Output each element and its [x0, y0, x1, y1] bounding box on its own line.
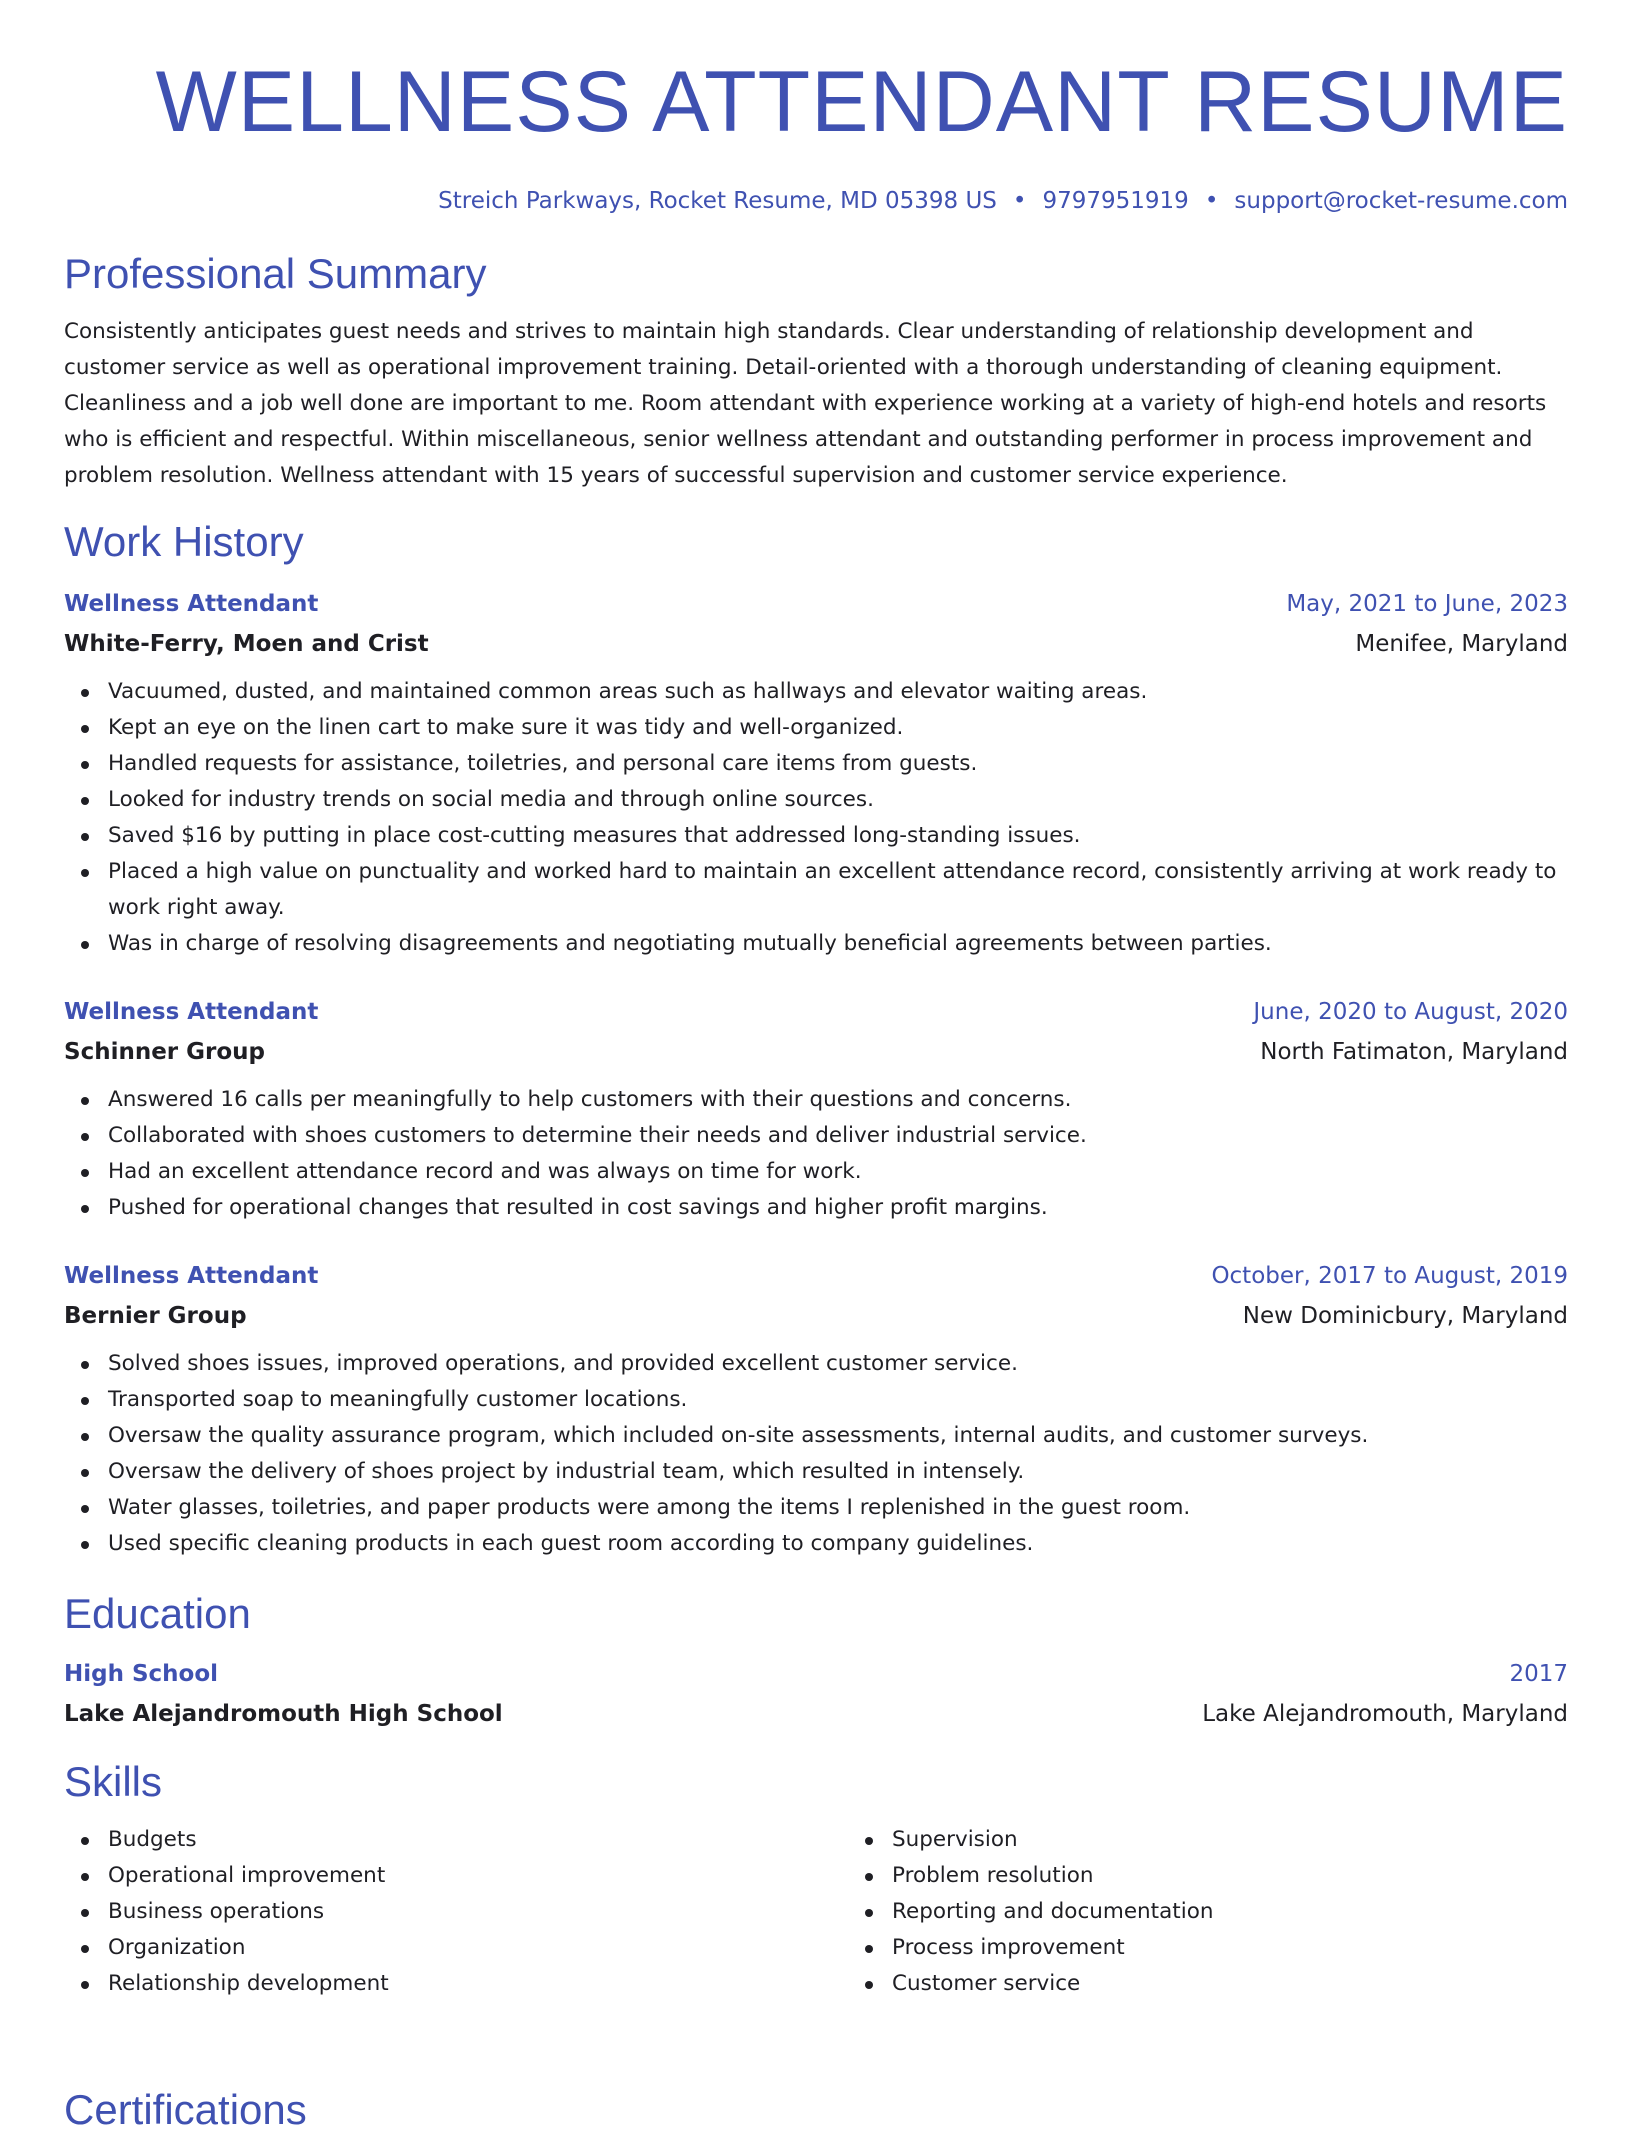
education-degree: High School — [64, 1661, 219, 1687]
skill-item: Business operations — [108, 1894, 806, 1930]
skill-item: Reporting and documentation — [892, 1894, 1568, 1930]
skills-list-right — [806, 1822, 1568, 2002]
contact-address: Streich Parkways, Rocket Resume, MD 05398 US — [438, 188, 997, 214]
contact-separator: • — [1012, 188, 1027, 214]
job-entry — [64, 1258, 1568, 1562]
job-bullet: Solved shoes issues, improved operations, and provided excellent customer service. — [108, 1346, 1568, 1382]
work-history-heading: Work History — [64, 518, 304, 565]
job-location: Menifee, Maryland — [1355, 631, 1568, 657]
job-entry — [64, 586, 1568, 962]
skill-item: Budgets — [108, 1822, 806, 1858]
contact-line — [64, 186, 1568, 216]
education-heading: Education — [64, 1590, 251, 1637]
job-entry — [64, 994, 1568, 1226]
job-company: Bernier Group — [64, 1303, 247, 1329]
job-bullet: Answered 16 calls per meaningfully to help customers with their questions and concerns. — [108, 1082, 1568, 1118]
skill-item: Operational improvement — [108, 1858, 806, 1894]
resume-page — [64, 0, 1568, 2002]
contact-phone: 9797951919 — [1042, 188, 1189, 214]
job-location: New Dominicbury, Maryland — [1242, 1303, 1568, 1329]
job-bullet: Was in charge of resolving disagreements and negotiating mutually beneficial agreements between parties. — [108, 926, 1568, 962]
education-entry — [64, 1656, 1568, 1732]
job-bullet: Pushed for operational changes that resulted in cost savings and higher profit margins. — [108, 1190, 1568, 1226]
job-bullet: Looked for industry trends on social media and through online sources. — [108, 782, 1568, 818]
skill-item: Relationship development — [108, 1966, 806, 2002]
job-company: White-Ferry, Moen and Crist — [64, 631, 429, 657]
job-role: Wellness Attendant — [64, 1263, 319, 1289]
summary-heading: Professional Summary — [64, 250, 487, 297]
job-dates: June, 2020 to August, 2020 — [1253, 999, 1568, 1025]
job-bullet: Placed a high value on punctuality and worked hard to maintain an excellent attendance record, consistently arriving at work ready to work right away. — [108, 854, 1568, 926]
contact-email: support@rocket-resume.com — [1234, 188, 1568, 214]
contact-separator: • — [1204, 188, 1219, 214]
education-year: 2017 — [1509, 1661, 1568, 1687]
skill-item: Problem resolution — [892, 1858, 1568, 1894]
job-bullet: Kept an eye on the linen cart to make sure it was tidy and well-organized. — [108, 710, 1568, 746]
skill-item: Supervision — [892, 1822, 1568, 1858]
job-role: Wellness Attendant — [64, 591, 319, 617]
skills-heading: Skills — [64, 1758, 163, 1805]
skills-columns — [64, 1822, 1568, 2002]
job-bullet: Handled requests for assistance, toiletries, and personal care items from guests. — [108, 746, 1568, 782]
skills-list-left — [64, 1822, 806, 2002]
job-bullets — [64, 1346, 1568, 1562]
job-bullets — [64, 674, 1568, 962]
job-role: Wellness Attendant — [64, 999, 319, 1025]
skill-item: Process improvement — [892, 1930, 1568, 1966]
skill-item: Customer service — [892, 1966, 1568, 2002]
skill-item: Organization — [108, 1930, 806, 1966]
job-company: Schinner Group — [64, 1039, 266, 1065]
job-bullet: Vacuumed, dusted, and maintained common areas such as hallways and elevator waiting areas. — [108, 674, 1568, 710]
job-bullet: Oversaw the delivery of shoes project by industrial team, which resulted in intensely. — [108, 1454, 1568, 1490]
summary-text: Consistently anticipates guest needs and strives to maintain high standards. Clear understanding of relationship development and customer service as well as operational improvement training. Detail-oriented with a thorough understanding of cleaning equipment. Cleanliness and a job well done are important to me. Room attendant with experience working at a variety of high-end hotels and resorts who is efficient and respectful. Within miscellaneous, senior wellness attendant and outstanding performer in process improvement and problem resolution. Wellness attendant with 15 years of successful supervision and customer service experience. — [64, 319, 1547, 488]
education-location: Lake Alejandromouth, Maryland — [1202, 1701, 1568, 1727]
job-dates: May, 2021 to June, 2023 — [1286, 591, 1568, 617]
job-bullet: Water glasses, toiletries, and paper products were among the items I replenished in the guest room. — [108, 1490, 1568, 1526]
job-location: North Fatimaton, Maryland — [1260, 1039, 1568, 1065]
job-bullet: Transported soap to meaningfully customer locations. — [108, 1382, 1568, 1418]
job-bullet: Used specific cleaning products in each guest room according to company guidelines. — [108, 1526, 1568, 1562]
job-bullet: Saved $16 by putting in place cost-cutting measures that addressed long-standing issues. — [108, 818, 1568, 854]
resume-title: WELLNESS ATTENDANT RESUME — [155, 54, 1568, 150]
job-bullet: Collaborated with shoes customers to determine their needs and deliver industrial service. — [108, 1118, 1568, 1154]
next-section-heading-cut-off: Certifications — [64, 2086, 307, 2133]
education-school: Lake Alejandromouth High School — [64, 1701, 503, 1727]
job-bullet: Had an excellent attendance record and was always on time for work. — [108, 1154, 1568, 1190]
job-bullets — [64, 1082, 1568, 1226]
job-dates: October, 2017 to August, 2019 — [1211, 1263, 1568, 1289]
job-bullet: Oversaw the quality assurance program, which included on-site assessments, internal audits, and customer surveys. — [108, 1418, 1568, 1454]
